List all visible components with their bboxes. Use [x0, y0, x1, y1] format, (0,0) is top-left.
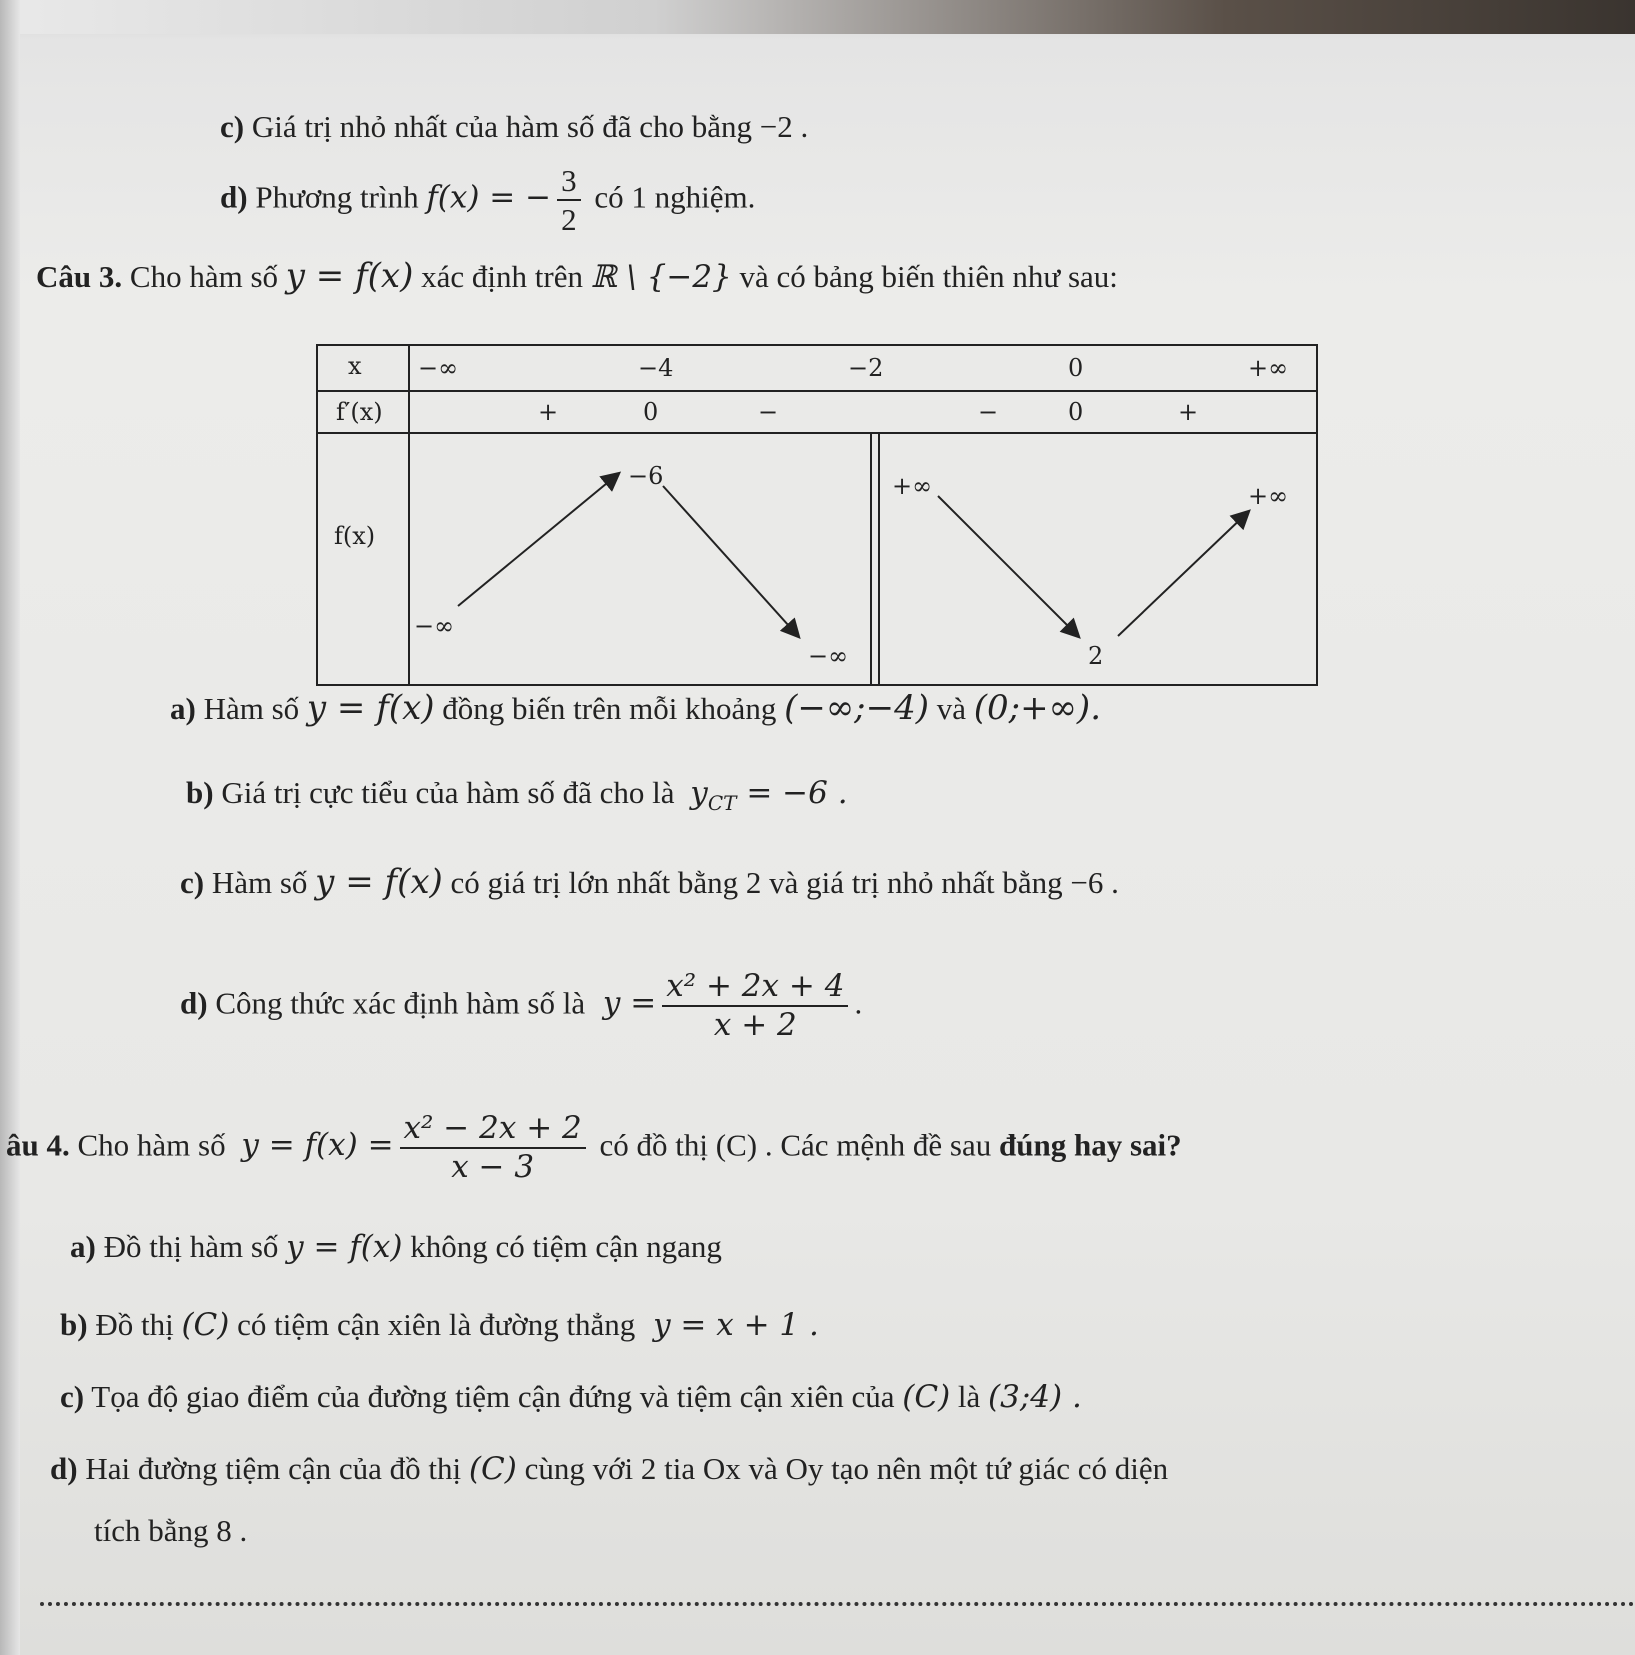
fprime-sign: +: [538, 398, 559, 426]
fprime-sign: 0: [1068, 398, 1084, 426]
prev-d-fraction: $\frac{3}{2}$: [557, 162, 581, 238]
fprime-sign: 0: [643, 398, 659, 426]
f-value: 2: [1088, 642, 1104, 670]
label-fprime: f′(x): [336, 398, 383, 426]
cau4-item-a: a) Đồ thị hàm số y = f(x) không có tiệm cận ngang: [70, 1229, 722, 1265]
arrow-down-2: [938, 496, 1078, 636]
fprime-sign: −: [758, 398, 779, 426]
cau3-item-d: d) Công thức xác định hàm số là y = $\frac{\text{x² + 2x + 4}}{x + 2}$ .: [180, 968, 863, 1044]
f-value: +∞: [892, 472, 933, 500]
photo-left-edge: [0, 0, 20, 1655]
cau3-intro: Câu 3. Cho hàm số y = f(x) xác định trên ℝ \ {−2} và có bảng biến thiên như sau:: [36, 256, 1118, 296]
cau4-item-d-line2: tích bằng 8 .: [94, 1513, 248, 1548]
f-value: −6: [628, 462, 664, 490]
variation-table: [316, 344, 1318, 686]
cau3-item-b: b) Giá trị cực tiểu của hàm số đã cho là $y_{CT} = -6$ .: [186, 775, 848, 816]
x-value: +∞: [1248, 354, 1289, 382]
arrow-up-1: [458, 474, 618, 606]
label-fx: f(x): [334, 522, 376, 550]
cau3-d-fraction: $\frac{\text{x² + 2x + 4}}{x + 2}$: [662, 968, 848, 1044]
dotted-separator: [40, 1602, 1635, 1606]
prev-item-c: c) Giá trị nhỏ nhất của hàm số đã cho bằng −2 .: [220, 109, 809, 144]
fprime-sign: −: [978, 398, 999, 426]
photo-top-edge: [0, 0, 1635, 34]
cau4-intro: âu 4. Cho hàm số y = f(x) = $\frac{\text{x² − 2x + 2}}{x - 3}$ có đồ thị (C) . Các mệnh đề sau đúng hay sai?: [6, 1110, 1182, 1186]
x-value: −2: [848, 354, 884, 382]
f-value: −∞: [808, 642, 849, 670]
x-value: 0: [1068, 354, 1084, 382]
label-x: x: [348, 352, 362, 380]
cau4-fraction: $\frac{\text{x² − 2x + 2}}{x - 3}$: [400, 1110, 586, 1186]
x-value: −∞: [418, 354, 459, 382]
cau4-item-c: c) Tọa độ giao điểm của đường tiệm cận đứng và tiệm cận xiên của (C) là (3;4) .: [60, 1379, 1082, 1415]
x-value: −4: [638, 354, 674, 382]
cau3-item-c: c) Hàm số y = f(x) có giá trị lớn nhất bằng 2 và giá trị nhỏ nhất bằng −6 .: [180, 862, 1119, 902]
f-value: −∞: [414, 612, 455, 640]
fprime-sign: +: [1178, 398, 1199, 426]
cau3-item-a: a) Hàm số y = f(x) đồng biến trên mỗi khoảng (−∞;−4) và (0;+∞).: [170, 688, 1101, 728]
arrow-up-2: [1118, 512, 1248, 636]
variation-arrows: [318, 346, 1316, 684]
cau4-item-d: d) Hai đường tiệm cận của đồ thị (C) cùng với 2 tia Ox và Oy tạo nên một tứ giác có diện: [50, 1451, 1169, 1487]
arrow-down-1: [663, 486, 798, 636]
prev-item-d: d) Phương trình f(x) = − $\frac{3}{2}$ có 1 nghiệm.: [220, 163, 756, 238]
f-value: +∞: [1248, 482, 1289, 510]
cau4-item-b: b) Đồ thị (C) có tiệm cận xiên là đường thẳng y = x + 1 .: [60, 1307, 819, 1343]
